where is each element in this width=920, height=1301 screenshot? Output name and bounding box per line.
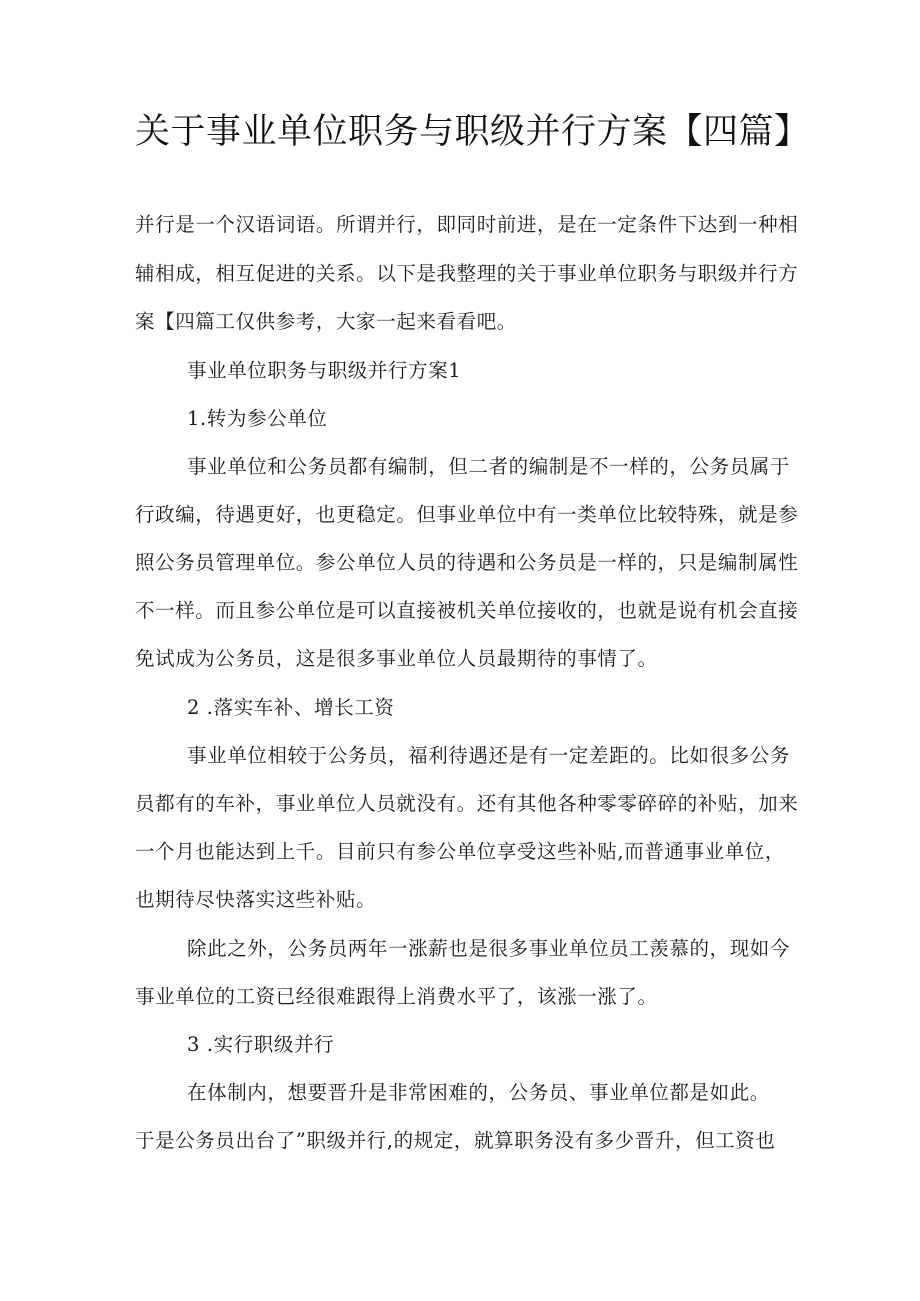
subsection-heading: 3 .实行职级并行 <box>187 1033 335 1056</box>
paragraph-line: 员都有的车补，事业单位人员就没有。还有其他各种零零碎碎的补贴，加来 <box>135 792 799 815</box>
paragraph-line: 事业单位和公务员都有编制，但二者的编制是不一样的，公务员属于 <box>187 455 791 478</box>
paragraph-line: 不一样。而且参公单位是可以直接被机关单位接收的，也就是说有机会直接 <box>135 599 799 622</box>
paragraph-line: 除此之外，公务员两年一涨薪也是很多事业单位员工羡慕的，现如今 <box>187 937 791 960</box>
paragraph-line: 事业单位的工资已经很难跟得上消费水平了，该涨一涨了。 <box>135 985 658 1008</box>
paragraph-line: 在体制内，想要晋升是非常困难的，公务员、事业单位都是如此。 <box>187 1081 770 1104</box>
paragraph-line: 案【四篇工仅供参考，大家一起来看看吧。 <box>135 310 517 333</box>
paragraph-line: 照公务员管理单位。参公单位人员的待遇和公务员是一样的，只是编制属性 <box>135 551 799 574</box>
paragraph-line: 辅相成，相互促进的关系。以下是我整理的关于事业单位职务与职级并行方 <box>135 262 799 285</box>
paragraph-line: 免试成为公务员，这是很多事业单位人员最期待的事情了。 <box>135 647 658 670</box>
paragraph-line: 并行是一个汉语词语。所谓并行，即同时前进，是在一定条件下达到一种相 <box>135 213 799 236</box>
paragraph-line: 于是公务员出台了”职级并行,的规定，就算职务没有多少晋升，但工资也 <box>135 1129 776 1152</box>
paragraph-line: 也期待尽快落实这些补贴。 <box>135 888 377 911</box>
subsection-heading: 2 .落实车补、增长工资 <box>187 696 395 719</box>
section-heading: 事业单位职务与职级并行方案1 <box>187 359 462 382</box>
paragraph-line: 事业单位相较于公务员，福利待遇还是有一定差距的。比如很多公务 <box>187 744 791 767</box>
subsection-heading: 1.转为参公单位 <box>187 407 328 430</box>
paragraph-line: 行政编，待遇更好，也更稳定。但事业单位中有一类单位比较特殊，就是参 <box>135 503 799 526</box>
paragraph-line: 一个月也能达到上千。目前只有参公单位享受这些补贴,而普通事业单位， <box>135 840 785 863</box>
document-title: 关于事业单位职务与职级并行方案【四篇】 <box>135 112 810 152</box>
